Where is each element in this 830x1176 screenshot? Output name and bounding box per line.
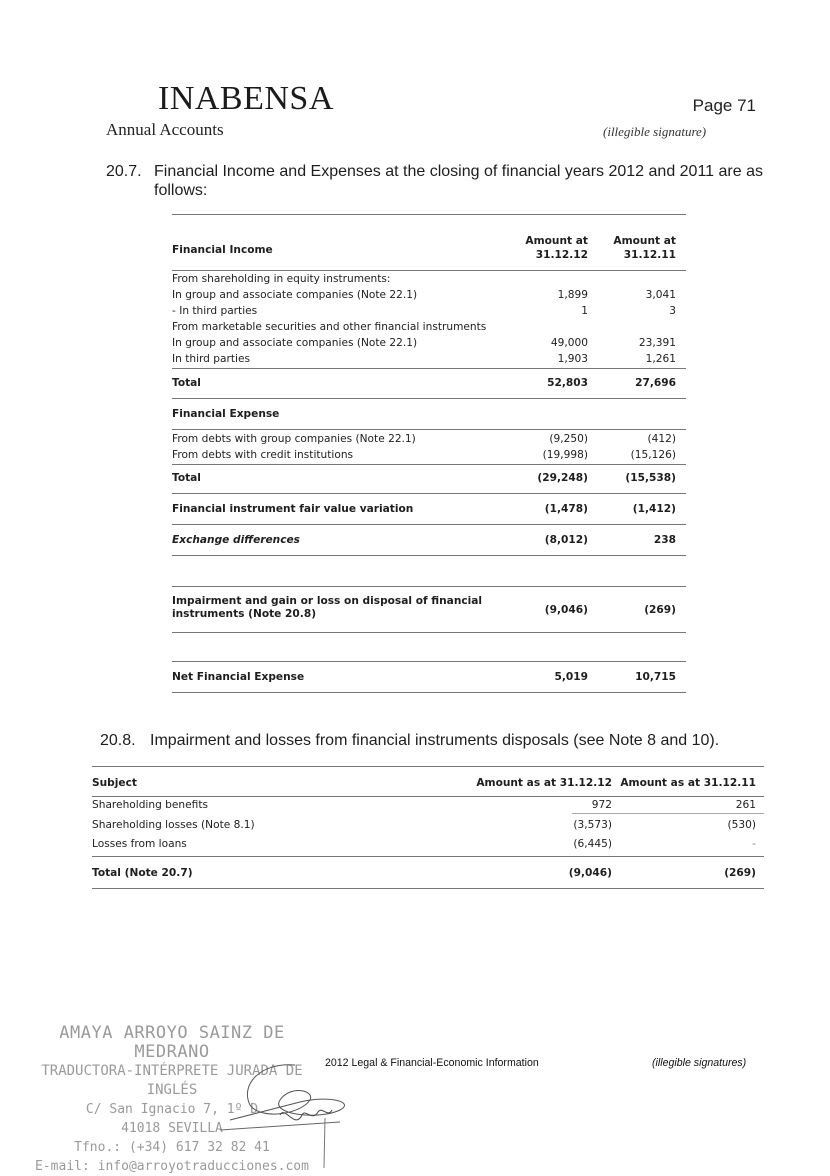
header-col-2011: Amount as at 31.12.11 [620,777,756,789]
section-text-line2: follows: [154,182,208,199]
footer-document-title: 2012 Legal & Financial-Economic Information [325,1057,539,1069]
impairment-losses-table [92,766,764,896]
section-20-8-heading [100,731,780,750]
table-row: Shareholding losses (Note 8.1) (3,573) (530) [92,819,756,831]
section-20-7-heading [106,162,766,181]
income-total-row: Total 52,803 27,696 [172,377,676,389]
table-row: From debts with credit institutions (19,998) (15,126) [172,449,676,461]
handwritten-signature-icon [220,1060,360,1170]
table-row: From shareholding in equity instruments: [172,273,391,285]
stamp-city: 41018 SEVILLA [121,1121,223,1136]
section-number: 20.7. [106,163,142,180]
page-number: Page 71 [692,96,756,115]
header-col-2012: Amount at 31.12.12 [525,235,588,261]
stamp-name: AMAYA ARROYO SAINZ DE MEDRANO [59,1023,285,1062]
stamp-phone: Tfno.: (+34) 617 32 82 41 [74,1140,270,1155]
company-logo: INABENSA [158,80,334,117]
net-financial-expense-row: Net Financial Expense 5,019 10,715 [172,671,676,683]
header-subject: Subject [92,777,137,789]
impairment-row: Impairment and gain or loss on disposal of financial instruments (Note 20.8) (9,046) (269) [172,595,676,620]
stamp-title: TRADUCTORA-INTÉRPRETE JURADA DE INGLÉS [41,1063,303,1098]
header-financial-income: Financial Income [172,244,273,256]
footer-signature-note: (illegible signatures) [652,1057,747,1069]
financial-expense-header: Financial Expense [172,408,280,420]
financial-income-expense-table [172,214,686,694]
table-row: In third parties 1,903 1,261 [172,353,676,365]
expense-total-row: Total (29,248) (15,538) [172,472,676,484]
stamp-address: C/ San Ignacio 7, 1º D [85,1102,259,1117]
table-header-row [92,775,764,791]
table-row: Shareholding benefits 972 261 [92,799,756,811]
fair-value-row: Financial instrument fair value variation (1,478) (1,412) [172,503,676,515]
table-row: In group and associate companies (Note 22.1) 1,899 3,041 [172,289,676,301]
table-row: From marketable securities and other financial instruments [172,321,487,333]
section-text-line1: Financial Income and Expenses at the closing of financial years 2012 and 2011 are as [154,163,763,180]
stamp-email: E-mail: info@arroyotraducciones.com [35,1159,309,1174]
table-row: - In third parties 1 3 [172,305,676,317]
header-col-2011: Amount at 31.12.11 [613,235,676,261]
section-number: 20.8. [100,732,136,749]
total-row: Total (Note 20.7) (9,046) (269) [92,867,756,879]
table-row: Losses from loans (6,445) - [92,838,756,850]
table-row: In group and associate companies (Note 22.1) 49,000 23,391 [172,337,676,349]
table-row: From debts with group companies (Note 22.1) (9,250) (412) [172,433,676,445]
document-subtitle: Annual Accounts [106,120,224,139]
exchange-differences-row: Exchange differences (8,012) 238 [172,534,676,546]
section-text: Impairment and losses from financial instruments disposals (see Note 8 and 10). [150,732,720,749]
header-col-2012: Amount as at 31.12.12 [476,777,612,789]
signature-note: (illegible signature) [603,124,707,139]
table-header-row [172,234,686,266]
